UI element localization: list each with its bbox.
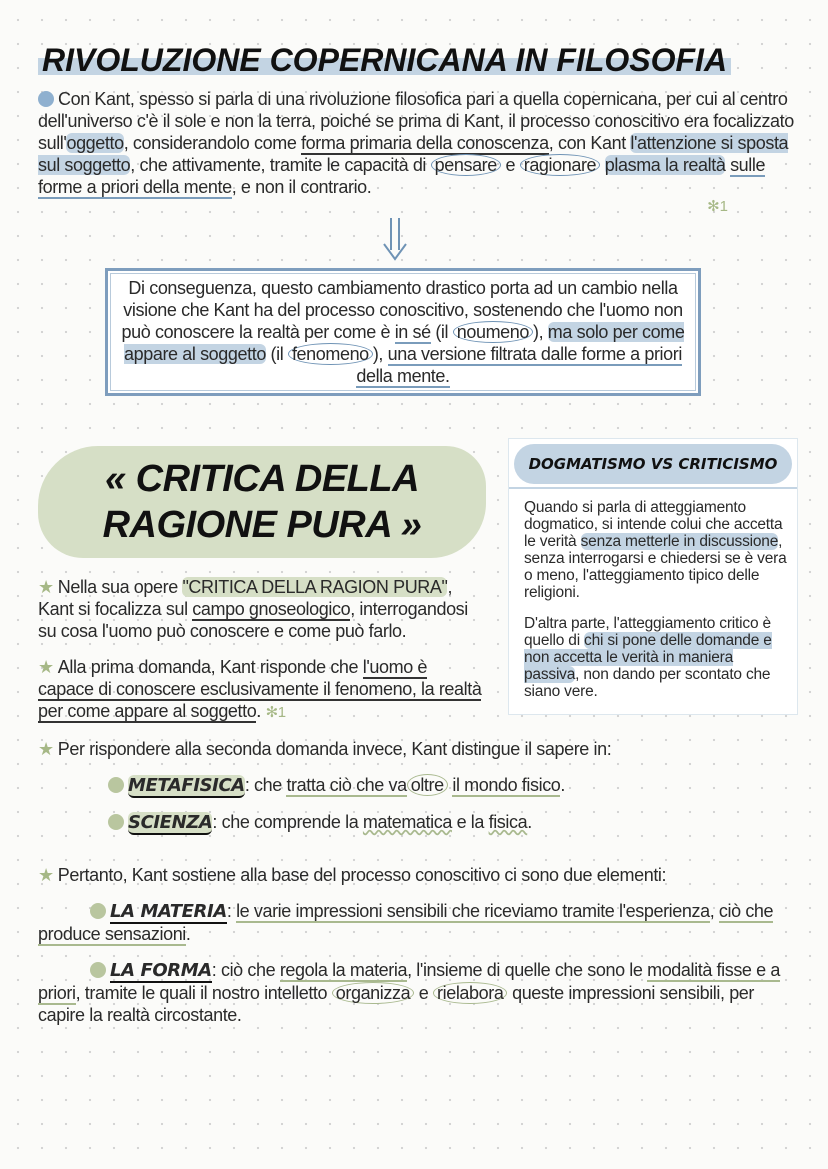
text-segment: Con Kant, spesso si parla di una rivoluzione filosofica pari a quella copernicana, per cui al centro dell'universo c'è il sole e non la terra, poiché se prima di Kant, il processo conoscitivo era focalizzato sull' <box>38 89 794 153</box>
emphasized-text: rielabora <box>433 982 507 1004</box>
text-segment: Nella sua opere <box>57 577 183 597</box>
scienza-item: SCIENZA: che comprende la matematica e la fisica. <box>108 811 798 834</box>
text-block <box>38 577 468 641</box>
text-segment: (il <box>265 344 288 364</box>
emphasized-text: chi si pone delle domande e non accetta le verità in maniera passiva <box>524 632 772 683</box>
emphasized-text: fisica <box>488 812 528 832</box>
text-segment: , interrogandosi su cosa l'uomo può conoscere e come può farlo. <box>38 599 468 641</box>
text-block <box>38 89 794 199</box>
emphasized-text: forma primaria della conoscenza <box>301 133 549 153</box>
emphasized-text: "CRITICA DELLA RAGION PURA" <box>182 577 448 597</box>
text-segment: , tramite le quali il nostro intelletto <box>75 983 332 1003</box>
emphasized-text: oggetto <box>66 133 124 153</box>
text-block <box>212 812 531 832</box>
text-segment: ), <box>372 344 388 364</box>
text-segment: e <box>500 155 520 175</box>
text-segment: : <box>226 901 237 921</box>
text-segment: . <box>527 812 532 832</box>
bullet-dot-icon <box>90 962 106 978</box>
text-segment: D'altra parte, l'atteggiamento critico è quello di <box>524 615 771 649</box>
prima-paragraph <box>38 656 486 724</box>
emphasized-text: pensare <box>431 154 501 176</box>
text-segment: , con Kant <box>548 133 631 153</box>
reference-row <box>38 198 798 216</box>
star-icon: ★ <box>38 739 54 759</box>
text-segment: : che <box>244 775 287 795</box>
text-segment: , <box>709 901 719 921</box>
text-segment: . <box>560 775 566 795</box>
emphasized-text: tratta ciò che va <box>286 775 407 795</box>
emphasized-text: plasma la realtà <box>604 155 726 175</box>
text-segment: (il <box>430 322 453 342</box>
emphasized-text: il mondo fisico <box>452 775 561 795</box>
emphasized-text: l'attenzione si sposta sul soggetto <box>38 133 789 175</box>
emphasized-text: senza metterle in discussione <box>580 533 779 550</box>
text-segment: Per rispondere alla seconda domanda invece, Kant distingue il sapere in: <box>57 739 612 759</box>
critica-title: « CRITICA DELLA RAGIONE PURA » <box>102 458 422 546</box>
star-icon: ★ <box>38 657 54 677</box>
text-segment: ), <box>533 322 548 342</box>
sidebox-title: DOGMATISMO VS CRITICISMO <box>514 444 792 484</box>
text-segment: , e non il contrario. <box>231 177 372 197</box>
star-icon: ★ <box>38 577 54 597</box>
arrow-down-icon <box>380 216 410 262</box>
intro-paragraph <box>38 88 798 198</box>
text-block <box>58 865 666 885</box>
text-block <box>38 657 481 723</box>
reference-mark: ✻1 <box>707 198 728 215</box>
bullet-dot-icon <box>108 777 124 793</box>
text-block <box>245 774 565 797</box>
bullet-dot-icon <box>38 91 54 107</box>
page-title: RIVOLUZIONE COPERNICANA IN FILOSOFIA <box>38 40 798 80</box>
text-block <box>122 278 685 388</box>
emphasized-text: organizza <box>332 982 414 1004</box>
text-segment: e <box>414 983 434 1003</box>
text-segment: : che comprende la <box>212 812 363 832</box>
critica-left-column <box>38 438 486 724</box>
emphasized-text: una versione filtrata dalle forme a priori della mente. <box>356 344 682 386</box>
emphasized-text: oltre <box>407 774 448 796</box>
text-segment: Alla prima domanda, Kant risponde che <box>57 657 363 677</box>
text-segment: , Kant si focalizza sul <box>38 577 453 619</box>
bullet-dot-icon <box>108 814 124 830</box>
opera-paragraph <box>38 576 486 642</box>
emphasized-text: modalità fisse e a priori <box>38 960 780 1003</box>
text-segment: . <box>256 701 261 721</box>
text-block <box>524 499 788 601</box>
star-icon: ★ <box>38 865 54 885</box>
emphasized-text: ma solo per come appare al soggetto <box>124 322 685 364</box>
reference-mark: ✻1 <box>265 704 286 721</box>
text-block <box>58 739 612 759</box>
emphasized-text: l'uomo è capace di conoscere esclusivamente il fenomeno, la realtà per come appare al soggetto <box>38 657 482 721</box>
emphasized-text: sulle forme a priori della mente <box>38 155 766 197</box>
text-segment: , l'insieme di quelle che sono le <box>407 960 648 980</box>
emphasized-text: ragionare <box>520 154 600 176</box>
sidebox <box>508 438 798 715</box>
text-segment: Pertanto, Kant sostiene alla base del processo conoscitivo ci sono due elementi: <box>57 865 667 885</box>
sidebox-text <box>514 499 792 700</box>
materia-item: LA MATERIA: le varie impressioni sensibili che riceviamo tramite l'esperienza, ciò che produce sensazioni. <box>38 901 774 944</box>
emphasized-text: fenomeno <box>288 343 373 365</box>
bullet-dot-icon <box>90 903 106 919</box>
pertanto-paragraph <box>38 864 798 886</box>
critica-section <box>38 438 798 724</box>
emphasized-text: noumeno <box>453 321 533 343</box>
emphasized-text: campo gnoseologico <box>192 599 351 619</box>
text-segment: , considerandolo come <box>123 133 302 153</box>
text-segment: . <box>185 924 191 944</box>
divider <box>509 487 797 489</box>
text-segment: , senza interrogarsi e chiedersi se è vera o meno, l'atteggiamento tipico delle religioni. <box>524 533 787 601</box>
seconda-paragraph <box>38 738 798 760</box>
metafisica-item: METAFISICA: che tratta ciò che va oltre il mondo fisico. <box>108 774 798 797</box>
text-segment: queste impressioni sensibili, per capire la realtà circostante. <box>38 983 755 1025</box>
text-segment: , che attivamente, tramite le capacità di <box>130 155 431 175</box>
text-segment: Di conseguenza, questo cambiamento drastico porta ad un cambio nella visione che Kant ha del processo conoscitivo, sostenendo che l'uomo non può conoscere la realtà per come è <box>121 278 683 342</box>
emphasized-text: le varie impressioni sensibili che riceviamo tramite l'esperienza <box>236 901 710 921</box>
emphasized-text: regola la materia <box>279 960 408 980</box>
title-blob <box>38 446 486 558</box>
forma-item: LA FORMA: ciò che regola la materia, l'insieme di quelle che sono le modalità fisse e a priori, tramite le quali il nostro intelletto organizza e rielabora queste impressioni sensibili, per capire la realtà circostante. <box>38 960 780 1025</box>
consequence-box <box>105 268 701 396</box>
emphasized-text: in sé <box>394 322 431 342</box>
emphasized-text: matematica <box>362 812 452 832</box>
text-segment: , non dando per scontato che siano vere. <box>524 666 771 700</box>
emphasized-text: ciò che produce sensazioni <box>38 901 774 944</box>
text-segment: Quando si parla di atteggiamento dogmatico, si intende colui che accetta le verità <box>524 499 783 550</box>
text-segment: : ciò che <box>211 960 280 980</box>
text-block <box>524 615 788 700</box>
text-segment: e la <box>451 812 489 832</box>
